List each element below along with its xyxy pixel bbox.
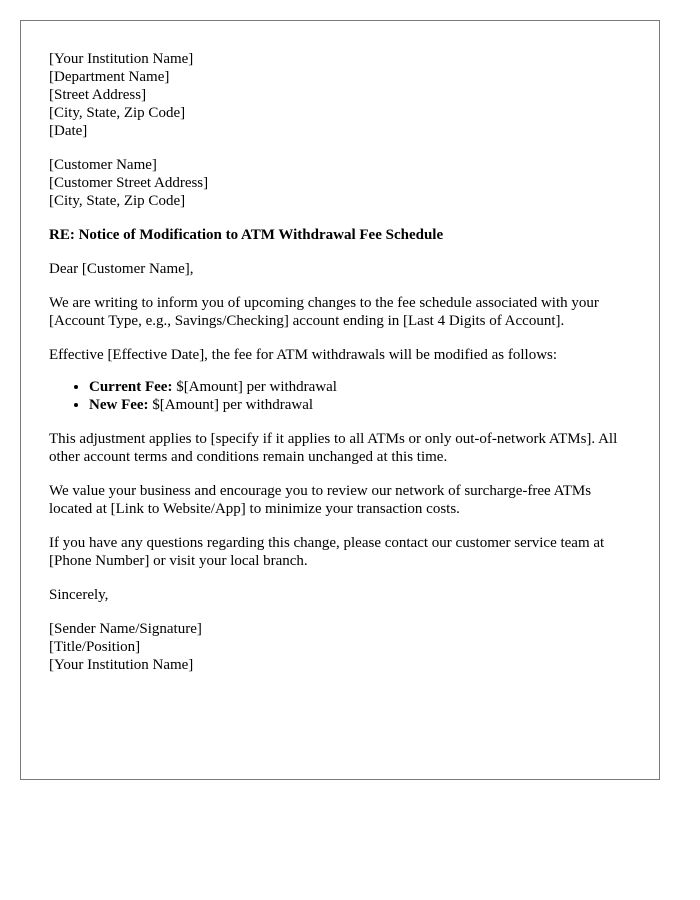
sender-street: [Street Address] [49, 87, 147, 103]
signature-title: [Title/Position] [49, 639, 141, 655]
signature-block [49, 620, 631, 674]
closing: Sincerely, [49, 587, 109, 603]
salutation: Dear [Customer Name], [49, 261, 194, 277]
recipient-street: [Customer Street Address] [49, 175, 209, 191]
recipient-address [49, 156, 631, 210]
fee-list-item-new [89, 396, 631, 414]
new-fee-label: New Fee: [89, 397, 149, 413]
sender-address [49, 50, 631, 140]
sender-institution: [Your Institution Name] [49, 51, 194, 67]
letter-page [20, 20, 660, 780]
current-fee-label: Current Fee: [89, 379, 173, 395]
new-fee-value: $[Amount] per withdrawal [148, 397, 314, 413]
intro-paragraph: We are writing to inform you of upcoming changes to the fee schedule associated with your [Account Type, e.g., Savings/Checking] account ending in [Last 4 Digits of Account]. [49, 295, 599, 329]
subject-line: RE: Notice of Modification to ATM Withdrawal Fee Schedule [49, 227, 444, 243]
current-fee-value: $[Amount] per withdrawal [172, 379, 337, 395]
effective-paragraph: Effective [Effective Date], the fee for ATM withdrawals will be modified as follows: [49, 347, 558, 363]
signature-name: [Sender Name/Signature] [49, 621, 202, 637]
value-paragraph: We value your business and encourage you to review our network of surcharge-free ATMs located at [Link to Website/App] to minimize your transaction costs. [49, 483, 592, 517]
recipient-name: [Customer Name] [49, 157, 157, 173]
fee-list [49, 378, 631, 414]
recipient-city-state-zip: [City, State, Zip Code] [49, 193, 186, 209]
fee-list-item-current [89, 378, 631, 396]
adjustment-paragraph: This adjustment applies to [specify if it applies to all ATMs or only out-of-network ATMs]. All other account terms and conditions remain unchanged at this time. [49, 431, 618, 465]
questions-paragraph: If you have any questions regarding this change, please contact our customer service team at [Phone Number] or visit your local branch. [49, 535, 605, 569]
sender-city-state-zip: [City, State, Zip Code] [49, 105, 186, 121]
letter-date: [Date] [49, 123, 88, 139]
sender-department: [Department Name] [49, 69, 170, 85]
signature-institution: [Your Institution Name] [49, 657, 194, 673]
